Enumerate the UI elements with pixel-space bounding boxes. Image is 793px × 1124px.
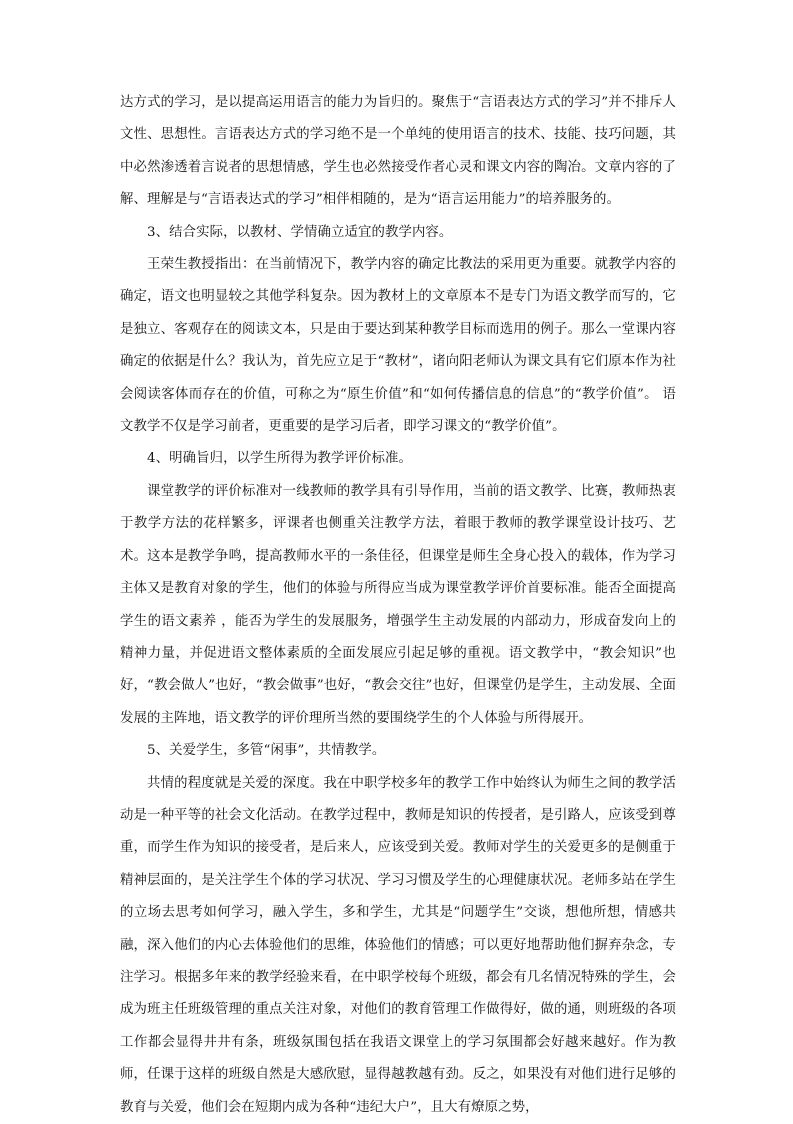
- paragraph-evaluation-standard: 课堂教学的评价标准对一线教师的教学具有引导作用，当前的语文教学、比赛，教师热衷于教学方法的花样繁多，评课者也侧重关注教学方法，着眼于教师的教学课堂设计技巧、艺术。这本是教学争鸣，提高教师水平的一条佳径，但课堂是师生全身心投入的载体，作为学习主体又是教育对象的学生，他们的体验与所得应当成为课堂教学评价首要标准。能否全面提高学生的语文素养 ，能否为学生的发展服务，增强学生主动发展的内部动力，形成奋发向上的精神力量，并促进语文整体素质的全面发展应引起足够的重视。语文教学中，“教会知识”也好，“教会做人”也好，“教会做事”也好，“教会交往”也好，但课堂仍是学生，主动发展、全面发展的主阵地，语文教学的评价理所当然的要围绕学生的个人体验与所得展开。: [120, 483, 676, 726]
- section-heading-3: 3、结合实际，以教材、学情确立适宜的教学内容。: [147, 224, 453, 240]
- paragraph-teaching-content: 王荣生教授指出：在当前情况下，教学内容的确定比教法的采用更为重要。就教学内容的确定，语文也明显较之其他学科复杂。因为教材上的文章原本不是专门为语文教学而写的，它是独立、客观存在的阅读文本，只是由于要达到某种教学目标而选用的例子。那么一堂课内容确定的依据是什么？我认为，首先应立足于“教材”，诸向阳老师认为课文具有它们原本作为社会阅读客体而存在的价值，可称之为“原生价值”和“如何传播信息的信息”的“教学价值”。 语文教学不仅是学习前者，更重要的是学习后者，即学习课文的“教学价值”。: [120, 257, 676, 435]
- document-page: [120, 87, 676, 1124]
- section-heading-5: 5、关爱学生，多管“闲事”，共情教学。: [147, 743, 386, 759]
- paragraph-empathy-teaching: 共情的程度就是关爱的深度。我在中职学校多年的教学工作中始终认为师生之间的教学活动是一种平等的社会文化活动。在教学过程中，教师是知识的传授者，是引路人，应该受到尊重，而学生作为知识的接受者，是后来人，应该受到关爱。教师对学生的关爱更多的是侧重于精神层面的，是关注学生个体的学习状况、学习习惯及学生的心理健康状况。老师多站在学生的立场去思考如何学习，融入学生，多和学生，尤其是“问题学生”交谈，想他所想，情感共融，深入他们的内心去体验他们的思维，体验他们的情感；可以更好地帮助他们摒弃杂念，专注学习。根据多年来的教学经验来看，在中职学校每个班级，都会有几名情况特殊的学生，会成为班主任班级管理的重点关注对象，对他们的教育管理工作做得好，做的通，则班级的各项工作都会显得井井有条，班级氛围包括在我语文课堂上的学习氛围都会好越来越好。作为教师，任课于这样的班级自然是大感欣慰，显得越教越有劲。反之，如果没有对他们进行足够的教育与关爱，他们会在短期内成为各种“违纪大户”，且大有燎原之势，: [120, 775, 676, 1115]
- section-heading-4: 4、明确旨归，以学生所得为教学评价标准。: [147, 451, 412, 467]
- paragraph-continuation: 达方式的学习，是以提高运用语言的能力为旨归的。聚焦于“言语表达方式的学习”并不排斥人文性、思想性。言语表达方式的学习绝不是一个单纯的使用语言的技术、技能、技巧问题，其中必然渗透着言说者的思想情感，学生也必然接受作者心灵和课文内容的陶冶。文章内容的了解、理解是与“言语表达式的学习”相伴相随的，是为“语言运用能力”的培养服务的。: [120, 95, 676, 208]
